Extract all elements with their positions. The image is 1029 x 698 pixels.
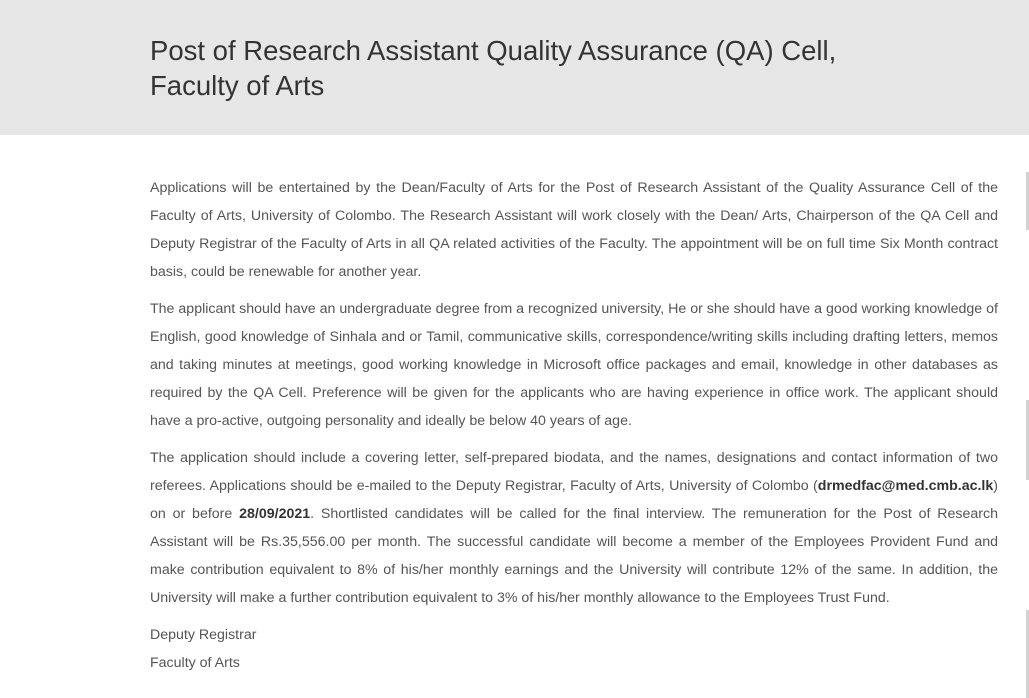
article-body <box>150 174 998 677</box>
application-deadline: 28/09/2021 <box>239 506 311 522</box>
contact-email: drmedfac@med.cmb.ac.lk <box>817 478 994 494</box>
signature-line-1: Deputy Registrar <box>150 627 257 643</box>
signature-line-2: Faculty of Arts <box>150 655 240 671</box>
paragraph-requirements: The applicant should have an undergraduate degree from a recognized university, He or she should have a good working knowledge of English, good knowledge of Sinhala and or Tamil, communicative skills, correspondence/writing skills including drafting letters, memos and taking minutes at meetings, good working knowledge in Microsoft office packages and email, knowledge in other databases as required by the QA Cell. Preference will be given for the applicants who are having experience in office work. The applicant should have a pro-active, outgoing personality and ideally be below 40 years of age. <box>150 301 998 429</box>
application-text-part1: The application should include a covering letter, self-prepared biodata, and the names, designations and contact information of two referees. Applications should be e-mailed to the Deputy Registrar, Faculty of Arts, University of Colombo ( <box>150 450 998 494</box>
paragraph-application-details <box>150 444 998 612</box>
page-title: Post of Research Assistant Quality Assurance (QA) Cell, Faculty of Arts <box>150 35 837 101</box>
application-text-part3: . Shortlisted candidates will be called for the final interview. The remuneration for the Post of Research Assistant will be Rs.35,556.00 per month. The successful candidate will become a member of the Employees Provident Fund and make contribution equivalent to 8% of his/her monthly earnings and the University will contribute 12% of the same. In addition, the University will make a further contribution equivalent to 3% of his/her monthly allowance to the Employees Trust Fund. <box>150 506 999 606</box>
application-text-part2: ) on or before <box>150 478 998 522</box>
page-header <box>0 0 1029 135</box>
paragraph-intro: Applications will be entertained by the Dean/Faculty of Arts for the Post of Research Assistant of the Quality Assurance Cell of the Faculty of Arts, University of Colombo. The Research Assistant will work closely with the Dean/ Arts, Chairperson of the QA Cell and Deputy Registrar of the Faculty of Arts in all QA related activities of the Faculty. The appointment will be on full time Six Month contract basis, could be renewable for another year. <box>150 180 998 280</box>
